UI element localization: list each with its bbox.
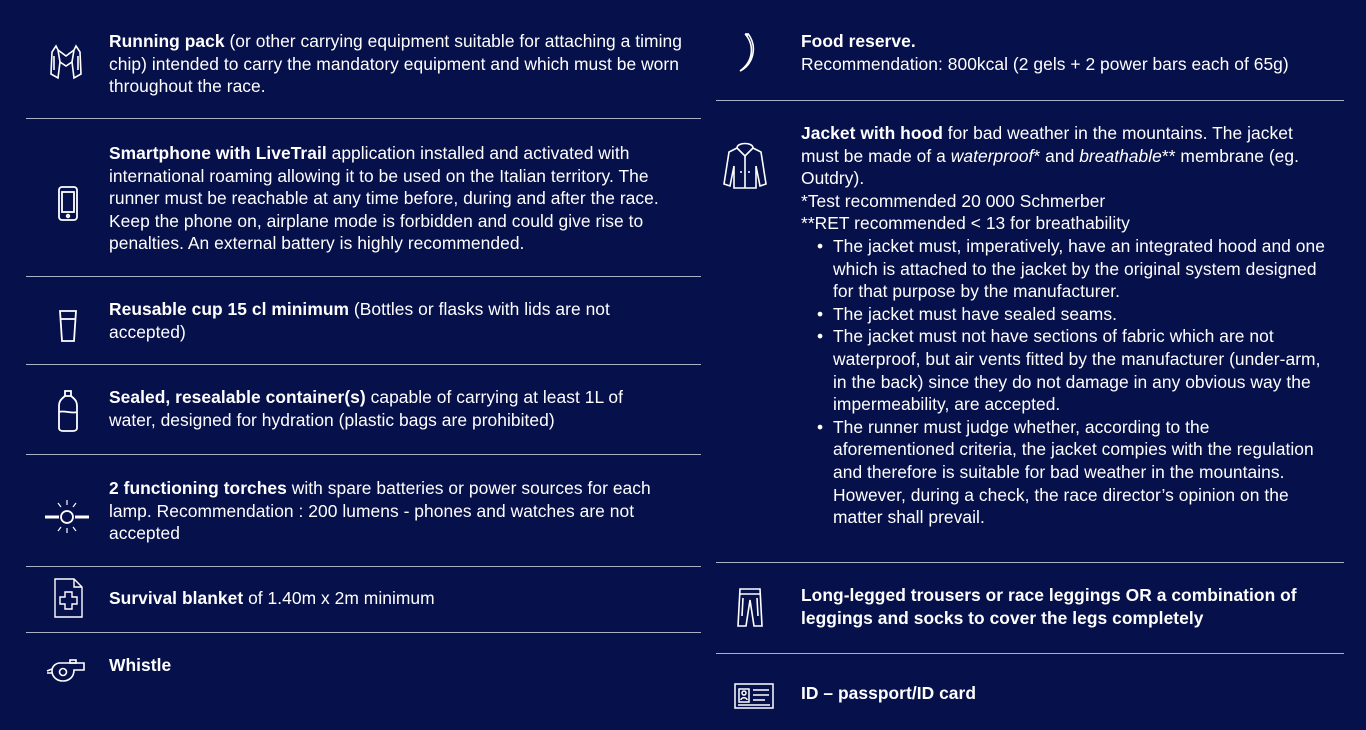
divider [716,100,1344,101]
divider [716,562,1344,563]
footnote: **RET recommended < 13 for breathability [801,213,1130,234]
item-description: with spare batteries or power sources for each lamp. Recommendation : 200 lumens - phones and watches are not accepted [109,478,651,544]
item-title: Long-legged trousers or race leggings OR a combination of leggings and socks to cover the legs completely [801,585,1297,628]
jacket-requirements-list [801,235,1326,529]
whistle-icon [44,648,90,692]
banana-icon [724,31,764,75]
bottle-icon [48,389,88,433]
item-title: Smartphone with LiveTrail [109,143,327,163]
item-description: (Bottles or flasks with lids are not accepted) [109,299,610,342]
divider [26,364,701,365]
cup-icon [48,303,88,347]
item-title: Survival blanket [109,588,244,608]
divider [26,566,701,567]
divider [26,454,701,455]
item-description: of 1.40m x 2m minimum [243,588,435,608]
smartphone-icon [48,182,88,226]
item-title: Food reserve. [801,31,916,51]
item-description: (or other carrying equipment suitable for attaching a timing chip) intended to carry the mandatory equipment and which must be worn throughout the race. [109,31,682,97]
item-title: Jacket with hood [801,123,943,143]
item-title: Whistle [109,655,172,675]
footnote: *Test recommended 20 000 Schmerber [801,190,1106,211]
list-item: • The jacket must have sealed seams. [833,303,1326,326]
item-title: ID – passport/ID card [801,683,977,703]
jacket-icon [720,138,770,192]
item-description: ** membrane (eg. Outdry). [801,145,1299,189]
breathable-term: breathable [1079,145,1162,166]
list-item: • The jacket must, imperatively, have an integrated hood and one which is attached to the jacket by the original system designed for that purpose by the manufacturer. [833,235,1326,303]
item-description: Recommendation: 800kcal (2 gels + 2 power bars each of 65g) [801,53,1289,74]
survival-blanket-icon [48,576,88,620]
id-card-icon [732,674,776,718]
item-title: Sealed, resealable container(s) [109,387,366,407]
item-description: for bad weather in the mountains. The jacket must be made of a [801,123,1293,166]
divider [26,276,701,277]
item-title: Running pack [109,31,225,51]
headlamp-icon [42,493,92,537]
list-item: • The jacket must not have sections of fabric which are not waterproof, but air vents fitted by the manufacturer (under-arm, in the back) since they do not damage in any obvious way the impermeability, are accepted. [833,325,1326,415]
running-pack-icon [46,40,86,84]
divider [26,632,701,633]
item-title: Reusable cup 15 cl minimum [109,299,350,319]
list-item: • The runner must judge whether, according to the aforementioned criteria, the jacket compies with the regulation and therefore is suitable for bad weather in the mountains. However, during a check, the race director’s opinion on the matter shall prevail. [833,416,1326,529]
divider [716,653,1344,654]
item-title: 2 functioning torches [109,478,287,498]
divider [26,118,701,119]
item-description: application installed and activated with international roaming allowing it to be used on the Italian territory. The runner must be reachable at any time before, during and after the race. Keep the phone on, airplane mode is forbidden and could give rise to penalties. An external battery is highly recommended. [109,143,659,254]
trousers-icon [730,586,770,630]
item-description: capable of carrying at least 1L of water, designed for hydration (plastic bags are prohibited) [109,387,624,430]
waterproof-term: waterproof [950,145,1034,166]
item-description: * and [1033,145,1080,166]
